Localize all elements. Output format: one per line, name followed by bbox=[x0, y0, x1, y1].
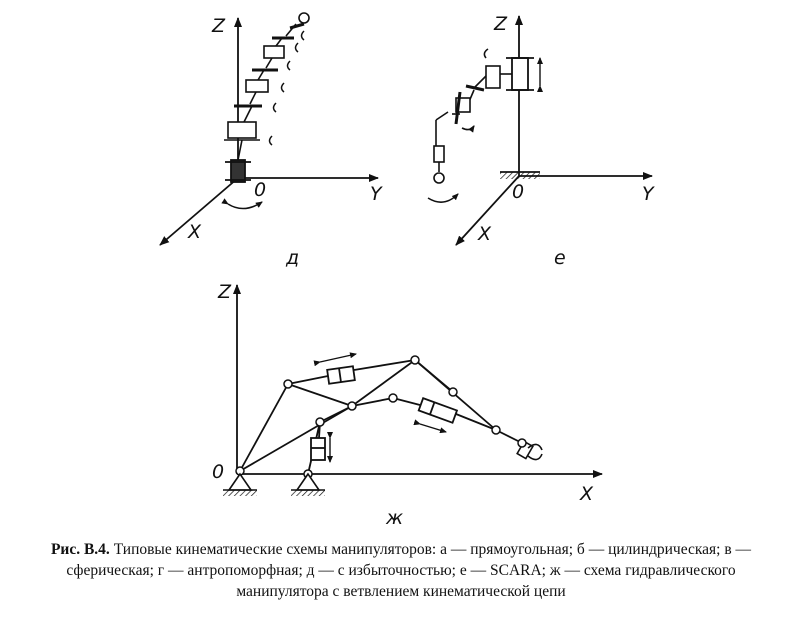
d-subfigure-label: д bbox=[286, 247, 300, 269]
zh-cylinder-vertical bbox=[311, 438, 325, 460]
zh-link-structure bbox=[240, 360, 522, 474]
d-base-joint bbox=[231, 160, 245, 182]
zh-x-label: X bbox=[580, 483, 594, 505]
scheme-d bbox=[160, 13, 378, 245]
caption-text: Типовые кинематические схемы манипуляторов: а — прямоугольная; б — цилиндрическая; в — сферическая; г — антропоморфная; д — с избыточностью; е — SCARA; ж — схема гидравлического манипулятора с ветвлением кинематической цепи bbox=[66, 541, 752, 600]
figure-caption bbox=[30, 539, 772, 602]
d-x-label: X bbox=[188, 221, 202, 243]
scheme-zh bbox=[223, 285, 602, 496]
zh-origin-label: 0 bbox=[212, 461, 225, 483]
zh-arrow-right bbox=[420, 424, 446, 432]
d-origin-label: 0 bbox=[254, 179, 267, 201]
e-x-label: X bbox=[478, 223, 492, 245]
zh-arrow-top bbox=[320, 354, 356, 362]
d-y-label: Y bbox=[370, 183, 382, 205]
e-prismatic-joint bbox=[512, 58, 528, 90]
d-link-chain bbox=[224, 13, 309, 160]
zh-z-label: Z bbox=[218, 281, 232, 303]
scheme-e bbox=[428, 16, 652, 245]
d-z-label: Z bbox=[212, 15, 226, 37]
zh-support-origin bbox=[223, 474, 257, 496]
zh-support-second bbox=[291, 474, 325, 496]
e-z-label: Z bbox=[494, 13, 508, 35]
zh-joints bbox=[236, 356, 526, 478]
e-y-label: Y bbox=[642, 183, 654, 205]
d-base-rotation-arrow bbox=[228, 202, 262, 209]
e-scara-arm bbox=[434, 49, 512, 183]
e-origin-label: 0 bbox=[512, 181, 525, 203]
zh-cylinder-right bbox=[419, 398, 457, 423]
e-rotation-arrow bbox=[428, 194, 458, 202]
zh-subfigure-label: ж bbox=[386, 507, 404, 529]
caption-figure-number: Рис. В.4. bbox=[50, 541, 110, 558]
e-subfigure-label: е bbox=[554, 247, 566, 269]
